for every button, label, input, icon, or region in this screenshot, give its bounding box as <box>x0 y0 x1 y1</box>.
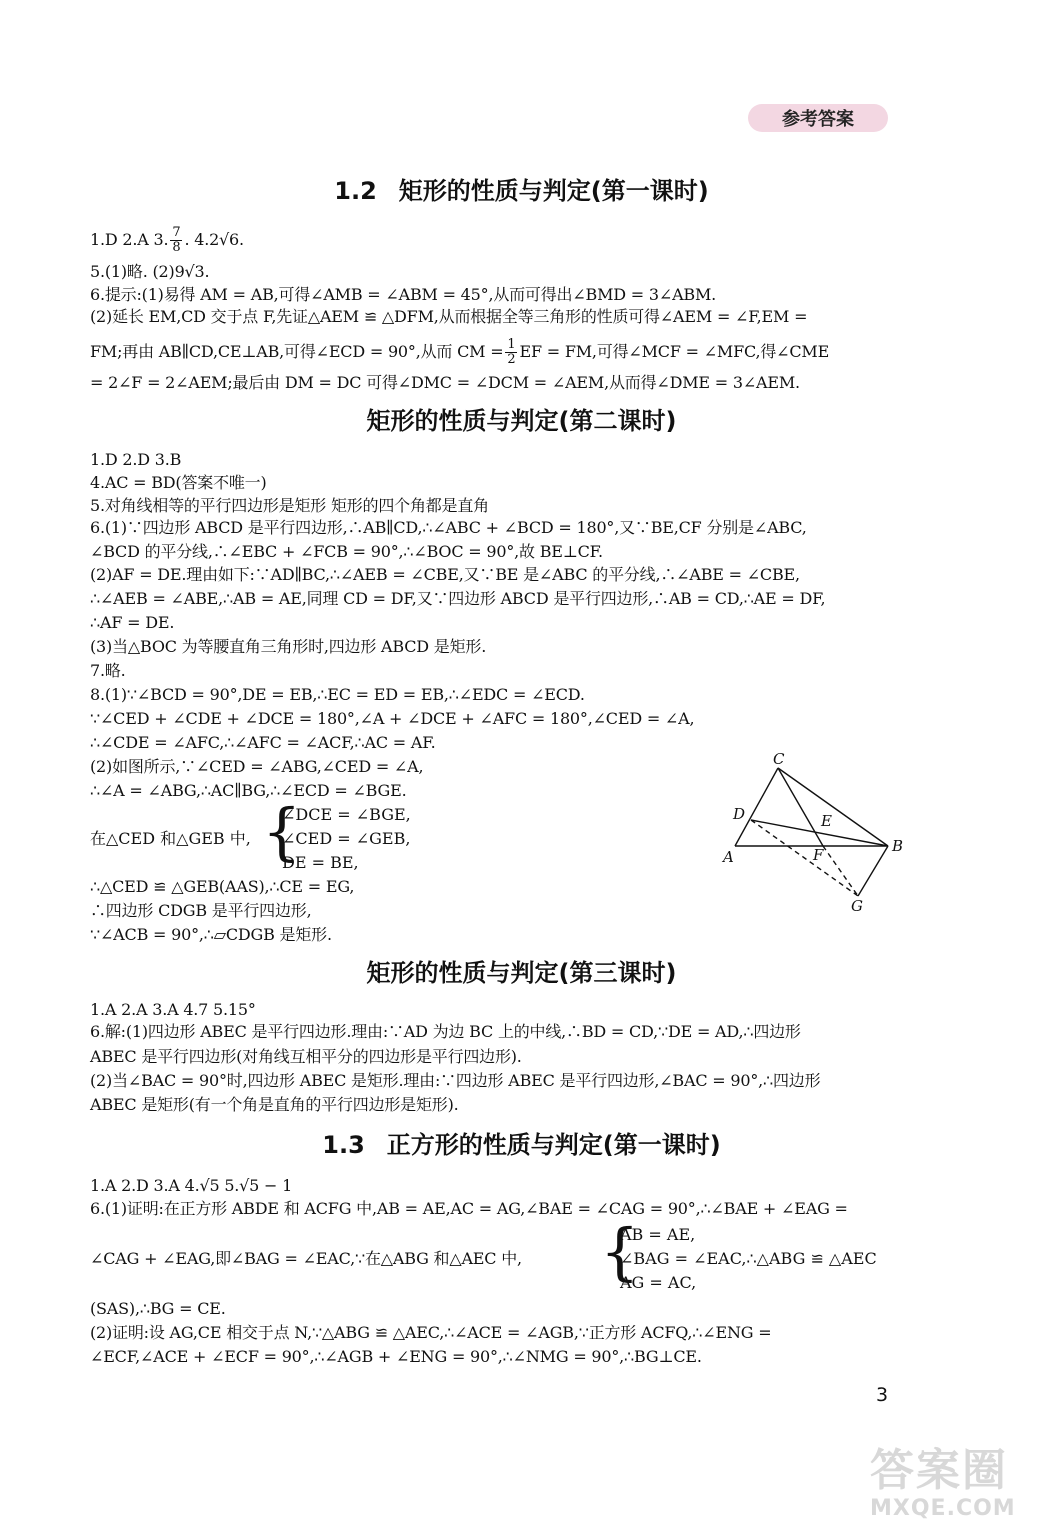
brace-condition: ∠DCE = ∠BGE, <box>282 805 411 824</box>
brace-condition: ∠CED = ∠GEB, <box>282 829 411 848</box>
section-number: 1.3 <box>322 1131 365 1159</box>
answer-text: . 4.2√6. <box>184 230 244 249</box>
fraction-numerator: 1 <box>507 337 516 352</box>
answer-line <box>90 226 930 255</box>
segment-CF <box>778 768 823 846</box>
answer-line: 5.(1)略. (2)9√3. <box>90 262 210 281</box>
answer-line: = 2∠F = 2∠AEM;最后由 DM = DC 可得∠DMC = ∠DCM = ∠AEM,从而得∠DME = 3∠AEM. <box>90 373 800 392</box>
answer-line: (2)延长 EM,CD 交于点 F,先证△AEM ≌ △DFM,从而根据全等三角形的性质可得∠AEM = ∠F,EM = <box>90 307 808 326</box>
answer-line: 1.D 2.D 3.B <box>90 450 182 469</box>
answer-line: 6.(1)证明:在正方形 ABDE 和 ACFG 中,AB = AE,AC = AG,∠BAE = ∠CAG = 90°,∴∠BAE + ∠EAG = <box>90 1199 848 1218</box>
section-number: 1.2 <box>334 177 377 205</box>
section-heading-1 <box>0 176 1043 206</box>
answer-text: EF = FM,可得∠MCF = ∠MFC,得∠CME <box>519 342 830 361</box>
brace-label: 在△CED 和△GEB 中, <box>90 829 251 848</box>
brace-condition: AG = AC, <box>620 1273 697 1292</box>
answer-line: 7.略. <box>90 661 126 680</box>
answer-line: ∠ECF,∠ACE + ∠ECF = 90°,∴∠AGB + ∠ENG = 90°,∴∠NMG = 90°,∴BG⊥CE. <box>90 1347 702 1366</box>
label-C: C <box>773 750 785 768</box>
answer-line: (SAS),∴BG = CE. <box>90 1299 226 1318</box>
answer-line: 4.AC = BD(答案不唯一) <box>90 473 267 492</box>
answer-text: 1.D 2.A 3. <box>90 230 169 249</box>
watermark-top: 答案圈 <box>870 1445 1008 1496</box>
answer-line: 1.A 2.D 3.A 4.√5 5.√5 − 1 <box>90 1176 293 1195</box>
answer-line: (2)如图所示,∵∠CED = ∠ABG,∠CED = ∠A, <box>90 757 424 776</box>
label-D: D <box>733 805 746 823</box>
section-heading-3: 矩形的性质与判定(第三课时) <box>366 959 677 987</box>
answer-line: (2)证明:设 AG,CE 相交于点 N,∵△ABG ≌ △AEC,∴∠ACE = ∠AGB,∵正方形 ACFQ,∴∠ENG = <box>90 1323 772 1342</box>
answer-line: 8.(1)∵∠BCD = 90°,DE = EB,∴EC = ED = EB,∴∠EDC = ∠ECD. <box>90 685 585 704</box>
segment-CB <box>778 768 888 846</box>
watermark-logo <box>870 1446 1038 1532</box>
answer-line: ∴AF = DE. <box>90 613 175 632</box>
answer-line: (2)当∠BAC = 90°时,四边形 ABEC 是矩形.理由:∵四边形 ABEC 是平行四边形,∠BAC = 90°,∴四边形 <box>90 1071 821 1090</box>
answer-line: 6.提示:(1)易得 AM = AB,可得∠AMB = ∠ABM = 45°,从而可得出∠BMD = 3∠ABM. <box>90 285 717 304</box>
left-brace: { <box>600 1215 640 1288</box>
segment-BG <box>858 846 888 896</box>
segment-FG <box>823 846 858 896</box>
fraction <box>505 338 517 367</box>
answer-line: 5.对角线相等的平行四边形是矩形 矩形的四个角都是直角 <box>90 496 489 515</box>
answer-line: ∴△CED ≌ △GEB(AAS),∴CE = EG, <box>90 877 355 896</box>
answer-line: ∴∠CDE = ∠AFC,∴∠AFC = ∠ACF,∴AC = AF. <box>90 733 436 752</box>
answer-line: ∴∠A = ∠ABG,∴AC∥BG,∴∠ECD = ∠BGE. <box>90 781 407 800</box>
answer-line <box>90 338 930 367</box>
section-title: 正方形的性质与判定(第一课时) <box>386 1131 721 1159</box>
answer-line: ∴∠AEB = ∠ABE,∴AB = AE,同理 CD = DF,又∵四边形 ABCD 是平行四边形,∴AB = CD,∴AE = DF, <box>90 589 826 608</box>
answer-line: 6.(1)∵四边形 ABCD 是平行四边形,∴AB∥CD,∴∠ABC + ∠BCD = 180°,又∵BE,CF 分别是∠ABC, <box>90 518 807 537</box>
label-F: F <box>813 846 824 864</box>
answer-line: ∠BCD 的平分线,∴∠EBC + ∠FCB = 90°,∴∠BOC = 90°,故 BE⊥CF. <box>90 542 603 561</box>
answer-line: 1.A 2.A 3.A 4.7 5.15° <box>90 1000 256 1019</box>
fraction-denominator: 8 <box>172 240 181 255</box>
answer-line: ABEC 是矩形(有一个角是直角的平行四边形是矩形). <box>90 1095 459 1114</box>
label-G: G <box>851 897 863 915</box>
brace-condition: AB = AE, <box>620 1225 696 1244</box>
answer-line: ABEC 是平行四边形(对角线互相平分的四边形是平行四边形). <box>90 1047 522 1066</box>
label-B: B <box>892 837 904 855</box>
answer-line: ∴四边形 CDGB 是平行四边形, <box>90 901 312 920</box>
section-heading-4 <box>0 1130 1043 1160</box>
label-A: A <box>723 848 734 866</box>
brace-condition: ∠BAG = ∠EAC,∴△ABG ≌ △AEC <box>620 1249 877 1268</box>
answer-text: FM;再由 AB∥CD,CE⊥AB,可得∠ECD = 90°,从而 CM = <box>90 342 504 361</box>
answer-key-badge: 参考答案 <box>748 104 888 132</box>
answer-line: ∠CAG + ∠EAG,即∠BAG = ∠EAC,∵在△ABG 和△AEC 中, <box>90 1249 522 1268</box>
answer-line: (3)当△BOC 为等腰直角三角形时,四边形 ABCD 是矩形. <box>90 637 487 656</box>
fraction-denominator: 2 <box>507 352 516 367</box>
geometry-figure <box>715 748 915 916</box>
answer-line: (2)AF = DE.理由如下:∵AD∥BC,∴∠AEB = ∠CBE,又∵BE 是∠ABC 的平分线,∴∠ABE = ∠CBE, <box>90 565 800 584</box>
answer-line: ∵∠ACB = 90°,∴▱CDGB 是矩形. <box>90 925 332 944</box>
segment-DB <box>751 820 888 846</box>
answer-line: 6.解:(1)四边形 ABEC 是平行四边形.理由:∵AD 为边 BC 上的中线,∴BD = CD,∵DE = AD,∴四边形 <box>90 1022 801 1041</box>
fraction <box>170 226 182 255</box>
label-E: E <box>821 812 832 830</box>
section-title: 矩形的性质与判定(第一课时) <box>398 177 709 205</box>
fraction-numerator: 7 <box>172 225 181 240</box>
answer-line: ∵∠CED + ∠CDE + ∠DCE = 180°,∠A + ∠DCE + ∠AFC = 180°,∠CED = ∠A, <box>90 709 695 728</box>
segment-DG <box>751 820 858 896</box>
page-number: 3 <box>876 1384 889 1406</box>
left-brace: { <box>262 795 302 868</box>
watermark-bottom: MXQE.COM <box>870 1496 1016 1521</box>
brace-condition: DE = BE, <box>282 853 359 872</box>
section-heading-2: 矩形的性质与判定(第二课时) <box>366 407 677 435</box>
